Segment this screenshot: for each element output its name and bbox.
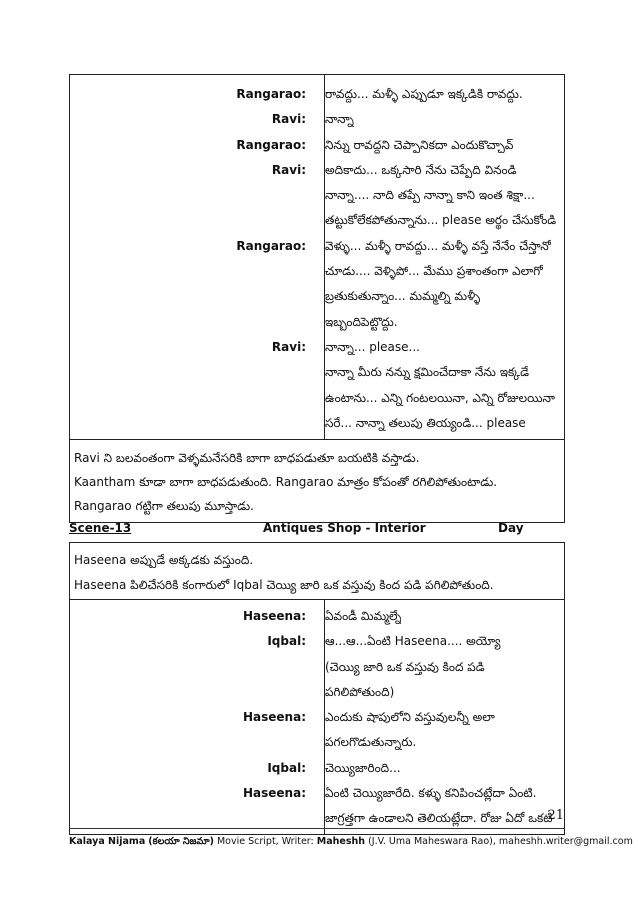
dialogue-line: చెయ్యిజారింది... xyxy=(325,760,401,775)
dialogue-line: నాన్నా xyxy=(325,112,354,127)
dialogue-line: ఇబ్బందిపెట్టొద్దు. xyxy=(325,314,398,329)
dialogue-row xyxy=(70,133,564,158)
speaker-name: Haseena: xyxy=(243,786,306,801)
footer-title: Kalaya Nijama xyxy=(69,836,146,847)
dialogue-line: సరే... నాన్నా తలుపు తియ్యండి... please xyxy=(325,415,526,430)
speaker-name xyxy=(70,183,315,208)
footer-text: Movie Script, Writer: xyxy=(216,836,314,847)
scene-time: Day xyxy=(498,521,524,535)
dialogue-line: ఏంటి చెయ్యిజారేది. కళ్ళు కనిపించట్లేదా ఏంటి. xyxy=(325,786,537,801)
speaker-name xyxy=(70,284,315,309)
action-line: Haseena అప్పుడే అక్కడకు వస్తుంది. xyxy=(74,553,254,567)
dialogue-row xyxy=(70,411,564,436)
speaker-name xyxy=(70,655,315,680)
dialogue-row xyxy=(70,680,564,705)
dialogue-row xyxy=(70,360,564,385)
column-divider xyxy=(324,75,325,439)
dialogue-row xyxy=(70,604,564,629)
speaker-name xyxy=(70,680,315,705)
dialogue-row xyxy=(70,655,564,680)
dialogue-row xyxy=(70,705,564,730)
dialogue-line: నాన్నా... please... xyxy=(325,339,420,354)
dialogue-row xyxy=(70,386,564,411)
speaker-name: Ravi: xyxy=(271,162,306,177)
footer-title-telugu: (కలయా నిజమా) xyxy=(148,836,214,847)
page-footer xyxy=(69,836,633,849)
dialogue-row xyxy=(70,158,564,183)
script-block-1 xyxy=(69,74,565,523)
dialogue-line: నిన్ను రావద్దని చెప్పానికదా ఎందుకొచ్చావ్ xyxy=(325,137,514,152)
dialogue-line: చూడు.... వెళ్ళిపో... మేము ప్రశాంతంగా ఎలాగో xyxy=(325,264,543,279)
dialogue-row xyxy=(70,107,564,132)
dialogue-row xyxy=(70,781,564,806)
speaker-name: Rangarao: xyxy=(236,87,306,101)
dialogue-list xyxy=(70,604,564,832)
scene-number: Scene-13 xyxy=(69,521,132,535)
dialogue-line: ఏవండీ మిమ్మల్నే xyxy=(325,609,402,623)
dialogue-line: ఎందుకు షాపులోని వస్తువులన్నీ అలా xyxy=(325,710,495,725)
dialogue-line: రావద్దు... మళ్ళీ ఎప్పుడూ ఇక్కడికి రావద్దు. xyxy=(325,87,523,101)
dialogue-line: తట్టుకోలేకపోతున్నాను... please అర్థం చేసుకోండి xyxy=(325,213,557,228)
dialogue-line: అదికాదు... ఒక్కసారి నేను చెప్పేది వినండి xyxy=(325,162,517,177)
speaker-name: Rangarao: xyxy=(236,238,306,253)
speaker-name: Ravi: xyxy=(271,112,306,127)
dialogue-row xyxy=(70,208,564,233)
action-line: Haseena పిలిచేసరికి కంగారులో Iqbal చెయ్యి జారి ఒక వస్తువు కింద పడి పగిలిపోతుంది. xyxy=(74,577,494,592)
dialogue-row xyxy=(70,82,564,107)
speaker-name: Iqbal: xyxy=(267,760,306,775)
script-block-2 xyxy=(69,542,565,835)
dialogue-line: బ్రతుకుతున్నాం... మమ్మల్ని మళ్ళీ xyxy=(325,289,481,304)
footer-rule xyxy=(69,828,565,829)
speaker-name xyxy=(70,259,315,284)
speaker-name xyxy=(70,730,315,755)
speaker-name: Haseena: xyxy=(243,710,306,725)
dialogue-row xyxy=(70,234,564,259)
dialogue-row xyxy=(70,730,564,755)
speaker-name xyxy=(70,310,315,335)
dialogue-row xyxy=(70,183,564,208)
dialogue-line: (చెయ్యి జారి ఒక వస్తువు కింద పడి xyxy=(325,659,485,674)
scene-heading xyxy=(69,521,565,543)
dialogue-row xyxy=(70,335,564,360)
speaker-name: Ravi: xyxy=(271,339,306,354)
dialogue-row xyxy=(70,259,564,284)
page-number: 21 xyxy=(547,808,564,823)
action-list xyxy=(70,440,564,522)
action-list xyxy=(70,543,564,599)
dialogue-row xyxy=(70,310,564,335)
speaker-name: Rangarao: xyxy=(236,137,306,152)
action-line: Rangarao గట్టిగా తలుపు మూస్తాడు. xyxy=(74,499,254,514)
dialogue-line: జాగ్రత్తగా ఉండాలని తెలియట్లేదా. రోజు ఏదో ఒకటి xyxy=(325,811,553,826)
dialogue-line: ఉంటాను... ఎన్ని గంటలయినా, ఎన్ని రోజులయినా xyxy=(325,390,556,405)
column-divider xyxy=(324,600,325,834)
speaker-name xyxy=(70,208,315,233)
dialogue-line: ఆ...ఆ...ఏంటి Haseena.... అయ్యో xyxy=(325,634,501,649)
speaker-name xyxy=(70,411,315,436)
action-line: Kaantham కూడా బాగా బాధపడుతుంది. Rangarao మాత్రం కోపంతో రగిలిపోతుంటాడు. xyxy=(74,475,498,490)
speaker-name: Haseena: xyxy=(243,609,306,623)
dialogue-line: నాన్నా.... నాది తప్పే నాన్నా కాని ఇంత శిక్షా... xyxy=(325,188,535,203)
scene-location: Antiques Shop - Interior xyxy=(263,521,426,535)
footer-writer: Maheshh xyxy=(316,836,366,847)
dialogue-row xyxy=(70,629,564,654)
dialogue-line: పగలగొడుతున్నారు. xyxy=(325,735,417,750)
action-line: Ravi ని బలవంతంగా వెళ్ళమనేసరికి బాగా బాధపడుతూ బయటికి వస్తాడు. xyxy=(74,451,420,466)
dialogue-list xyxy=(70,82,564,436)
speaker-name xyxy=(70,360,315,385)
dialogue-line: పగిలిపోతుంది) xyxy=(325,684,395,699)
dialogue-line: నాన్నా మీరు నన్ను క్షమించేదాకా నేను ఇక్కడే xyxy=(325,365,529,380)
footer-details: (J.V. Uma Maheswara Rao), maheshh.writer@gmail.com xyxy=(368,836,633,847)
dialogue-section xyxy=(70,75,564,439)
dialogue-line: వెళ్ళు... మళ్ళీ రావద్దు... మళ్ళీ వస్తే నేనేం చేస్తానో xyxy=(325,238,552,253)
dialogue-section xyxy=(70,600,564,834)
speaker-name: Iqbal: xyxy=(267,634,306,649)
dialogue-row xyxy=(70,756,564,781)
dialogue-row xyxy=(70,284,564,309)
speaker-name xyxy=(70,386,315,411)
